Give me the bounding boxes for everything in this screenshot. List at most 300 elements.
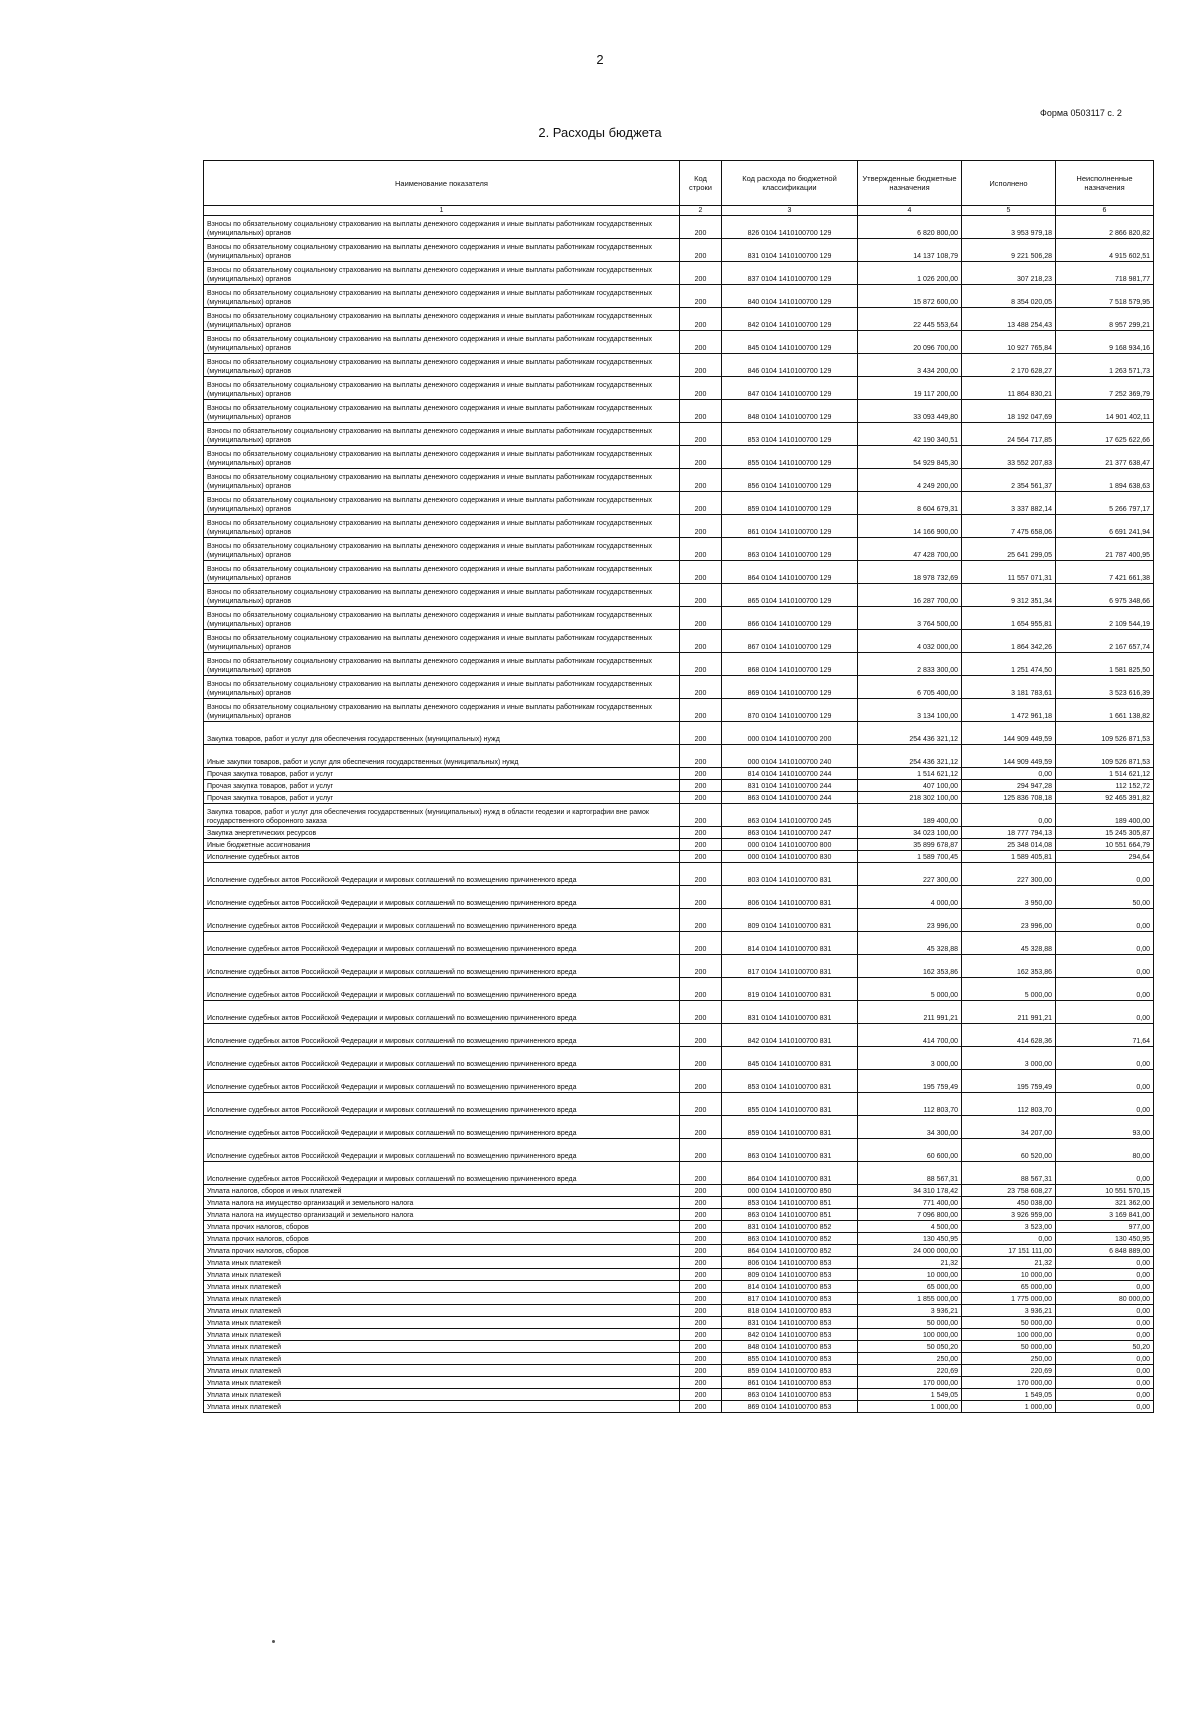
row-executed: 170 000,00	[962, 1377, 1056, 1389]
row-executed: 18 192 047,69	[962, 400, 1056, 423]
row-unexecuted: 1 581 825,50	[1056, 653, 1154, 676]
row-approved: 1 514 621,12	[858, 768, 962, 780]
row-name: Уплата прочих налогов, сборов	[204, 1245, 680, 1257]
row-line-code: 200	[680, 262, 722, 285]
row-name: Исполнение судебных актов Российской Федерации и мировых соглашений по возмещению причиненного вреда	[204, 955, 680, 978]
row-executed: 125 836 708,18	[962, 792, 1056, 804]
row-executed: 45 328,88	[962, 932, 1056, 955]
row-name: Исполнение судебных актов Российской Федерации и мировых соглашений по возмещению причиненного вреда	[204, 1047, 680, 1070]
row-executed: 25 348 014,08	[962, 839, 1056, 851]
row-line-code: 200	[680, 780, 722, 792]
row-approved: 47 428 700,00	[858, 538, 962, 561]
table-row	[204, 1047, 1154, 1070]
row-approved: 65 000,00	[858, 1281, 962, 1293]
row-name: Взносы по обязательному социальному страхованию на выплаты денежного содержания и иные выплаты работникам государственных (муниципальных) органов	[204, 538, 680, 561]
row-approved: 195 759,49	[858, 1070, 962, 1093]
row-executed: 220,69	[962, 1365, 1056, 1377]
page-number: 2	[596, 52, 604, 67]
row-unexecuted: 3 169 841,00	[1056, 1209, 1154, 1221]
row-name: Иные закупки товаров, работ и услуг для обеспечения государственных (муниципальных) нужд	[204, 745, 680, 768]
row-approved: 2 833 300,00	[858, 653, 962, 676]
expenses-table	[203, 160, 1154, 1413]
row-unexecuted: 7 252 369,79	[1056, 377, 1154, 400]
row-approved: 6 705 400,00	[858, 676, 962, 699]
row-name: Уплата налога на имущество организаций и земельного налога	[204, 1197, 680, 1209]
table-row	[204, 978, 1154, 1001]
row-approved: 33 093 449,80	[858, 400, 962, 423]
row-executed: 25 641 299,05	[962, 538, 1056, 561]
row-classification-code: 868 0104 1410100700 129	[722, 653, 858, 676]
row-approved: 20 096 700,00	[858, 331, 962, 354]
row-unexecuted: 294,64	[1056, 851, 1154, 863]
row-approved: 1 549,05	[858, 1389, 962, 1401]
table-row	[204, 1377, 1154, 1389]
row-line-code: 200	[680, 1269, 722, 1281]
table-row	[204, 653, 1154, 676]
row-classification-code: 809 0104 1410100700 831	[722, 909, 858, 932]
row-executed: 1 589 405,81	[962, 851, 1056, 863]
row-classification-code: 859 0104 1410100700 831	[722, 1116, 858, 1139]
table-row	[204, 932, 1154, 955]
row-name: Уплата иных платежей	[204, 1257, 680, 1269]
header-line-code: Код строки	[680, 161, 722, 206]
row-name: Взносы по обязательному социальному страхованию на выплаты денежного содержания и иные выплаты работникам государственных (муниципальных) органов	[204, 630, 680, 653]
row-executed: 227 300,00	[962, 863, 1056, 886]
row-classification-code: 869 0104 1410100700 853	[722, 1401, 858, 1413]
row-name: Исполнение судебных актов Российской Федерации и мировых соглашений по возмещению причиненного вреда	[204, 1116, 680, 1139]
row-approved: 23 996,00	[858, 909, 962, 932]
row-executed: 60 520,00	[962, 1139, 1056, 1162]
row-unexecuted: 112 152,72	[1056, 780, 1154, 792]
row-classification-code: 831 0104 1410100700 852	[722, 1221, 858, 1233]
row-classification-code: 853 0104 1410100700 851	[722, 1197, 858, 1209]
row-executed: 11 864 830,21	[962, 377, 1056, 400]
table-row	[204, 1197, 1154, 1209]
row-unexecuted: 6 691 241,94	[1056, 515, 1154, 538]
row-approved: 18 978 732,69	[858, 561, 962, 584]
row-classification-code: 819 0104 1410100700 831	[722, 978, 858, 1001]
row-unexecuted: 50,20	[1056, 1341, 1154, 1353]
row-unexecuted: 0,00	[1056, 1162, 1154, 1185]
row-approved: 189 400,00	[858, 804, 962, 827]
table-row	[204, 469, 1154, 492]
row-executed: 307 218,23	[962, 262, 1056, 285]
row-line-code: 200	[680, 1070, 722, 1093]
row-line-code: 200	[680, 1047, 722, 1070]
row-executed: 10 927 765,84	[962, 331, 1056, 354]
row-line-code: 200	[680, 909, 722, 932]
table-row	[204, 722, 1154, 745]
row-line-code: 200	[680, 515, 722, 538]
row-unexecuted: 0,00	[1056, 909, 1154, 932]
row-classification-code: 831 0104 1410100700 831	[722, 1001, 858, 1024]
row-executed: 195 759,49	[962, 1070, 1056, 1093]
row-name: Закупка товаров, работ и услуг для обеспечения государственных (муниципальных) нужд	[204, 722, 680, 745]
row-line-code: 200	[680, 561, 722, 584]
row-line-code: 200	[680, 1365, 722, 1377]
row-name: Взносы по обязательному социальному страхованию на выплаты денежного содержания и иные выплаты работникам государственных (муниципальных) органов	[204, 446, 680, 469]
table-row	[204, 1093, 1154, 1116]
row-unexecuted: 109 526 871,53	[1056, 745, 1154, 768]
row-name: Взносы по обязательному социальному страхованию на выплаты денежного содержания и иные выплаты работникам государственных (муниципальных) органов	[204, 285, 680, 308]
row-unexecuted: 0,00	[1056, 1365, 1154, 1377]
row-line-code: 200	[680, 308, 722, 331]
row-approved: 130 450,95	[858, 1233, 962, 1245]
row-approved: 42 190 340,51	[858, 423, 962, 446]
row-classification-code: 864 0104 1410100700 852	[722, 1245, 858, 1257]
row-line-code: 200	[680, 216, 722, 239]
row-unexecuted: 50,00	[1056, 886, 1154, 909]
row-name: Взносы по обязательному социальному страхованию на выплаты денежного содержания и иные выплаты работникам государственных (муниципальных) органов	[204, 607, 680, 630]
row-name: Взносы по обязательному социальному страхованию на выплаты денежного содержания и иные выплаты работникам государственных (муниципальных) органов	[204, 377, 680, 400]
row-line-code: 200	[680, 863, 722, 886]
row-classification-code: 861 0104 1410100700 853	[722, 1377, 858, 1389]
row-line-code: 200	[680, 1257, 722, 1269]
table-row	[204, 262, 1154, 285]
row-executed: 450 038,00	[962, 1197, 1056, 1209]
row-line-code: 200	[680, 239, 722, 262]
row-unexecuted: 321 362,00	[1056, 1197, 1154, 1209]
row-line-code: 200	[680, 768, 722, 780]
row-name: Исполнение судебных актов Российской Федерации и мировых соглашений по возмещению причиненного вреда	[204, 978, 680, 1001]
row-line-code: 200	[680, 584, 722, 607]
row-classification-code: 863 0104 1410100700 852	[722, 1233, 858, 1245]
row-name: Уплата иных платежей	[204, 1389, 680, 1401]
row-approved: 3 434 200,00	[858, 354, 962, 377]
row-classification-code: 863 0104 1410100700 129	[722, 538, 858, 561]
row-unexecuted: 10 551 664,79	[1056, 839, 1154, 851]
row-executed: 5 000,00	[962, 978, 1056, 1001]
row-name: Уплата иных платежей	[204, 1401, 680, 1413]
row-executed: 50 000,00	[962, 1317, 1056, 1329]
row-line-code: 200	[680, 676, 722, 699]
row-name: Взносы по обязательному социальному страхованию на выплаты денежного содержания и иные выплаты работникам государственных (муниципальных) органов	[204, 515, 680, 538]
table-row	[204, 1305, 1154, 1317]
table-row	[204, 827, 1154, 839]
row-approved: 22 445 553,64	[858, 308, 962, 331]
row-approved: 7 096 800,00	[858, 1209, 962, 1221]
row-name: Закупка энергетических ресурсов	[204, 827, 680, 839]
row-executed: 3 337 882,14	[962, 492, 1056, 515]
row-executed: 1 000,00	[962, 1401, 1056, 1413]
row-executed: 2 170 628,27	[962, 354, 1056, 377]
scan-speck	[272, 1640, 275, 1643]
row-line-code: 200	[680, 331, 722, 354]
header-unexecuted: Неисполненные назначения	[1056, 161, 1154, 206]
row-executed: 0,00	[962, 804, 1056, 827]
row-name: Уплата иных платежей	[204, 1305, 680, 1317]
row-name: Уплата иных платежей	[204, 1341, 680, 1353]
row-executed: 23 996,00	[962, 909, 1056, 932]
row-classification-code: 000 0104 1410100700 830	[722, 851, 858, 863]
row-executed: 13 488 254,43	[962, 308, 1056, 331]
row-classification-code: 840 0104 1410100700 129	[722, 285, 858, 308]
row-executed: 0,00	[962, 768, 1056, 780]
row-executed: 100 000,00	[962, 1329, 1056, 1341]
row-classification-code: 863 0104 1410100700 244	[722, 792, 858, 804]
table-row	[204, 1070, 1154, 1093]
table-row	[204, 863, 1154, 886]
row-classification-code: 856 0104 1410100700 129	[722, 469, 858, 492]
row-unexecuted: 0,00	[1056, 1281, 1154, 1293]
row-line-code: 200	[680, 607, 722, 630]
row-approved: 1 589 700,45	[858, 851, 962, 863]
row-name: Исполнение судебных актов Российской Федерации и мировых соглашений по возмещению причиненного вреда	[204, 1093, 680, 1116]
row-name: Взносы по обязательному социальному страхованию на выплаты денежного содержания и иные выплаты работникам государственных (муниципальных) органов	[204, 676, 680, 699]
row-approved: 3 764 500,00	[858, 607, 962, 630]
row-name: Взносы по обязательному социальному страхованию на выплаты денежного содержания и иные выплаты работникам государственных (муниципальных) органов	[204, 354, 680, 377]
row-name: Уплата иных платежей	[204, 1269, 680, 1281]
row-executed: 3 936,21	[962, 1305, 1056, 1317]
row-approved: 227 300,00	[858, 863, 962, 886]
row-classification-code: 865 0104 1410100700 129	[722, 584, 858, 607]
row-name: Исполнение судебных актов Российской Федерации и мировых соглашений по возмещению причиненного вреда	[204, 1162, 680, 1185]
row-name: Прочая закупка товаров, работ и услуг	[204, 768, 680, 780]
row-unexecuted: 7 421 661,38	[1056, 561, 1154, 584]
row-unexecuted: 0,00	[1056, 1389, 1154, 1401]
row-classification-code: 842 0104 1410100700 853	[722, 1329, 858, 1341]
row-approved: 218 302 100,00	[858, 792, 962, 804]
table-row	[204, 745, 1154, 768]
row-approved: 162 353,86	[858, 955, 962, 978]
row-unexecuted: 93,00	[1056, 1116, 1154, 1139]
row-unexecuted: 15 245 305,87	[1056, 827, 1154, 839]
row-name: Уплата прочих налогов, сборов	[204, 1233, 680, 1245]
row-approved: 170 000,00	[858, 1377, 962, 1389]
row-line-code: 200	[680, 1293, 722, 1305]
row-unexecuted: 0,00	[1056, 1305, 1154, 1317]
table-row	[204, 1257, 1154, 1269]
table-row	[204, 538, 1154, 561]
row-line-code: 200	[680, 1317, 722, 1329]
row-unexecuted: 0,00	[1056, 1257, 1154, 1269]
table-row	[204, 1281, 1154, 1293]
row-unexecuted: 6 848 889,00	[1056, 1245, 1154, 1257]
row-approved: 3 936,21	[858, 1305, 962, 1317]
row-executed: 21,32	[962, 1257, 1056, 1269]
row-line-code: 200	[680, 1281, 722, 1293]
row-name: Прочая закупка товаров, работ и услуг	[204, 780, 680, 792]
column-number: 1	[204, 206, 680, 216]
row-line-code: 200	[680, 1024, 722, 1047]
row-executed: 0,00	[962, 1233, 1056, 1245]
row-classification-code: 818 0104 1410100700 853	[722, 1305, 858, 1317]
row-name: Взносы по обязательному социальному страхованию на выплаты денежного содержания и иные выплаты работникам государственных (муниципальных) органов	[204, 400, 680, 423]
row-executed: 8 354 020,05	[962, 285, 1056, 308]
row-classification-code: 000 0104 1410100700 800	[722, 839, 858, 851]
row-name: Взносы по обязательному социальному страхованию на выплаты денежного содержания и иные выплаты работникам государственных (муниципальных) органов	[204, 561, 680, 584]
row-line-code: 200	[680, 955, 722, 978]
table-row	[204, 331, 1154, 354]
table-row	[204, 377, 1154, 400]
row-executed: 34 207,00	[962, 1116, 1056, 1139]
row-approved: 4 249 200,00	[858, 469, 962, 492]
row-line-code: 200	[680, 446, 722, 469]
row-line-code: 200	[680, 1233, 722, 1245]
table-row	[204, 676, 1154, 699]
row-name: Уплата иных платежей	[204, 1377, 680, 1389]
row-approved: 14 137 108,79	[858, 239, 962, 262]
row-approved: 4 500,00	[858, 1221, 962, 1233]
row-line-code: 200	[680, 1341, 722, 1353]
table-row	[204, 515, 1154, 538]
row-executed: 2 354 561,37	[962, 469, 1056, 492]
row-name: Уплата прочих налогов, сборов	[204, 1221, 680, 1233]
table-row	[204, 1269, 1154, 1281]
row-approved: 24 000 000,00	[858, 1245, 962, 1257]
row-executed: 65 000,00	[962, 1281, 1056, 1293]
header-approved: Утвержденные бюджетные назначения	[858, 161, 962, 206]
form-label: Форма 0503117 с. 2	[1040, 108, 1122, 118]
row-executed: 250,00	[962, 1353, 1056, 1365]
table-row	[204, 1389, 1154, 1401]
row-approved: 3 134 100,00	[858, 699, 962, 722]
row-line-code: 200	[680, 423, 722, 446]
column-number: 2	[680, 206, 722, 216]
row-approved: 1 000,00	[858, 1401, 962, 1413]
row-unexecuted: 109 526 871,53	[1056, 722, 1154, 745]
table-row	[204, 216, 1154, 239]
row-unexecuted: 10 551 570,15	[1056, 1185, 1154, 1197]
row-classification-code: 859 0104 1410100700 129	[722, 492, 858, 515]
row-name: Уплата иных платежей	[204, 1293, 680, 1305]
row-unexecuted: 9 168 934,16	[1056, 331, 1154, 354]
row-line-code: 200	[680, 745, 722, 768]
row-unexecuted: 189 400,00	[1056, 804, 1154, 827]
row-classification-code: 831 0104 1410100700 244	[722, 780, 858, 792]
row-unexecuted: 0,00	[1056, 1093, 1154, 1116]
row-executed: 1 251 474,50	[962, 653, 1056, 676]
table-row	[204, 1024, 1154, 1047]
row-name: Исполнение судебных актов Российской Федерации и мировых соглашений по возмещению причиненного вреда	[204, 1001, 680, 1024]
row-approved: 35 899 678,87	[858, 839, 962, 851]
row-name: Уплата иных платежей	[204, 1329, 680, 1341]
row-classification-code: 831 0104 1410100700 853	[722, 1317, 858, 1329]
row-unexecuted: 71,64	[1056, 1024, 1154, 1047]
row-executed: 1 775 000,00	[962, 1293, 1056, 1305]
table-row	[204, 955, 1154, 978]
row-executed: 294 947,28	[962, 780, 1056, 792]
row-name: Уплата иных платежей	[204, 1281, 680, 1293]
row-line-code: 200	[680, 1093, 722, 1116]
row-line-code: 200	[680, 1401, 722, 1413]
row-name: Взносы по обязательному социальному страхованию на выплаты денежного содержания и иные выплаты работникам государственных (муниципальных) органов	[204, 423, 680, 446]
row-unexecuted: 1 661 138,82	[1056, 699, 1154, 722]
row-name: Уплата иных платежей	[204, 1365, 680, 1377]
row-unexecuted: 0,00	[1056, 1001, 1154, 1024]
row-classification-code: 847 0104 1410100700 129	[722, 377, 858, 400]
table-row	[204, 1293, 1154, 1305]
row-unexecuted: 0,00	[1056, 1047, 1154, 1070]
table-row	[204, 1233, 1154, 1245]
row-classification-code: 863 0104 1410100700 851	[722, 1209, 858, 1221]
row-classification-code: 869 0104 1410100700 129	[722, 676, 858, 699]
row-classification-code: 000 0104 1410100700 240	[722, 745, 858, 768]
row-approved: 1 026 200,00	[858, 262, 962, 285]
row-line-code: 200	[680, 699, 722, 722]
row-approved: 34 300,00	[858, 1116, 962, 1139]
table-row	[204, 768, 1154, 780]
row-classification-code: 806 0104 1410100700 853	[722, 1257, 858, 1269]
row-name: Взносы по обязательному социальному страхованию на выплаты денежного содержания и иные выплаты работникам государственных (муниципальных) органов	[204, 584, 680, 607]
row-unexecuted: 0,00	[1056, 1269, 1154, 1281]
row-executed: 1 549,05	[962, 1389, 1056, 1401]
header-executed: Исполнено	[962, 161, 1056, 206]
row-executed: 33 552 207,83	[962, 446, 1056, 469]
row-unexecuted: 2 109 544,19	[1056, 607, 1154, 630]
row-approved: 34 310 178,42	[858, 1185, 962, 1197]
column-number: 3	[722, 206, 858, 216]
table-row	[204, 285, 1154, 308]
row-unexecuted: 80 000,00	[1056, 1293, 1154, 1305]
row-line-code: 200	[680, 1209, 722, 1221]
row-line-code: 200	[680, 1389, 722, 1401]
row-classification-code: 817 0104 1410100700 853	[722, 1293, 858, 1305]
row-classification-code: 803 0104 1410100700 831	[722, 863, 858, 886]
row-classification-code: 855 0104 1410100700 853	[722, 1353, 858, 1365]
row-classification-code: 814 0104 1410100700 853	[722, 1281, 858, 1293]
column-number: 4	[858, 206, 962, 216]
row-classification-code: 842 0104 1410100700 831	[722, 1024, 858, 1047]
table-row	[204, 886, 1154, 909]
row-classification-code: 842 0104 1410100700 129	[722, 308, 858, 331]
row-line-code: 200	[680, 1001, 722, 1024]
row-line-code: 200	[680, 1245, 722, 1257]
row-classification-code: 863 0104 1410100700 853	[722, 1389, 858, 1401]
row-classification-code: 866 0104 1410100700 129	[722, 607, 858, 630]
row-unexecuted: 17 625 622,66	[1056, 423, 1154, 446]
row-line-code: 200	[680, 1221, 722, 1233]
row-name: Уплата налога на имущество организаций и земельного налога	[204, 1209, 680, 1221]
row-classification-code: 855 0104 1410100700 129	[722, 446, 858, 469]
row-unexecuted: 5 266 797,17	[1056, 492, 1154, 515]
row-line-code: 200	[680, 400, 722, 423]
row-classification-code: 864 0104 1410100700 831	[722, 1162, 858, 1185]
row-approved: 5 000,00	[858, 978, 962, 1001]
row-executed: 1 472 961,18	[962, 699, 1056, 722]
row-executed: 88 567,31	[962, 1162, 1056, 1185]
row-line-code: 200	[680, 1305, 722, 1317]
row-name: Закупка товаров, работ и услуг для обеспечения государственных (муниципальных) нужд в области геодезии и картографии вне рамок государственного оборонного заказа	[204, 804, 680, 827]
table-row	[204, 1116, 1154, 1139]
table-row	[204, 354, 1154, 377]
row-executed: 3 950,00	[962, 886, 1056, 909]
row-approved: 220,69	[858, 1365, 962, 1377]
header-classification-code: Код расхода по бюджетной классификации	[722, 161, 858, 206]
table-row	[204, 607, 1154, 630]
row-unexecuted: 0,00	[1056, 1353, 1154, 1365]
header-row	[204, 161, 1154, 206]
row-classification-code: 859 0104 1410100700 853	[722, 1365, 858, 1377]
row-unexecuted: 130 450,95	[1056, 1233, 1154, 1245]
row-name: Исполнение судебных актов Российской Федерации и мировых соглашений по возмещению причиненного вреда	[204, 909, 680, 932]
row-classification-code: 853 0104 1410100700 831	[722, 1070, 858, 1093]
row-approved: 50 000,00	[858, 1317, 962, 1329]
row-unexecuted: 6 975 348,66	[1056, 584, 1154, 607]
table-row	[204, 1139, 1154, 1162]
row-line-code: 200	[680, 538, 722, 561]
row-line-code: 200	[680, 839, 722, 851]
row-executed: 1 654 955,81	[962, 607, 1056, 630]
row-name: Взносы по обязательному социальному страхованию на выплаты денежного содержания и иные выплаты работникам государственных (муниципальных) органов	[204, 492, 680, 515]
row-unexecuted: 1 894 638,63	[1056, 469, 1154, 492]
row-executed: 17 151 111,00	[962, 1245, 1056, 1257]
row-unexecuted: 2 866 820,82	[1056, 216, 1154, 239]
row-approved: 16 287 700,00	[858, 584, 962, 607]
row-name: Исполнение судебных актов Российской Федерации и мировых соглашений по возмещению причиненного вреда	[204, 1070, 680, 1093]
row-approved: 4 032 000,00	[858, 630, 962, 653]
row-classification-code: 845 0104 1410100700 831	[722, 1047, 858, 1070]
